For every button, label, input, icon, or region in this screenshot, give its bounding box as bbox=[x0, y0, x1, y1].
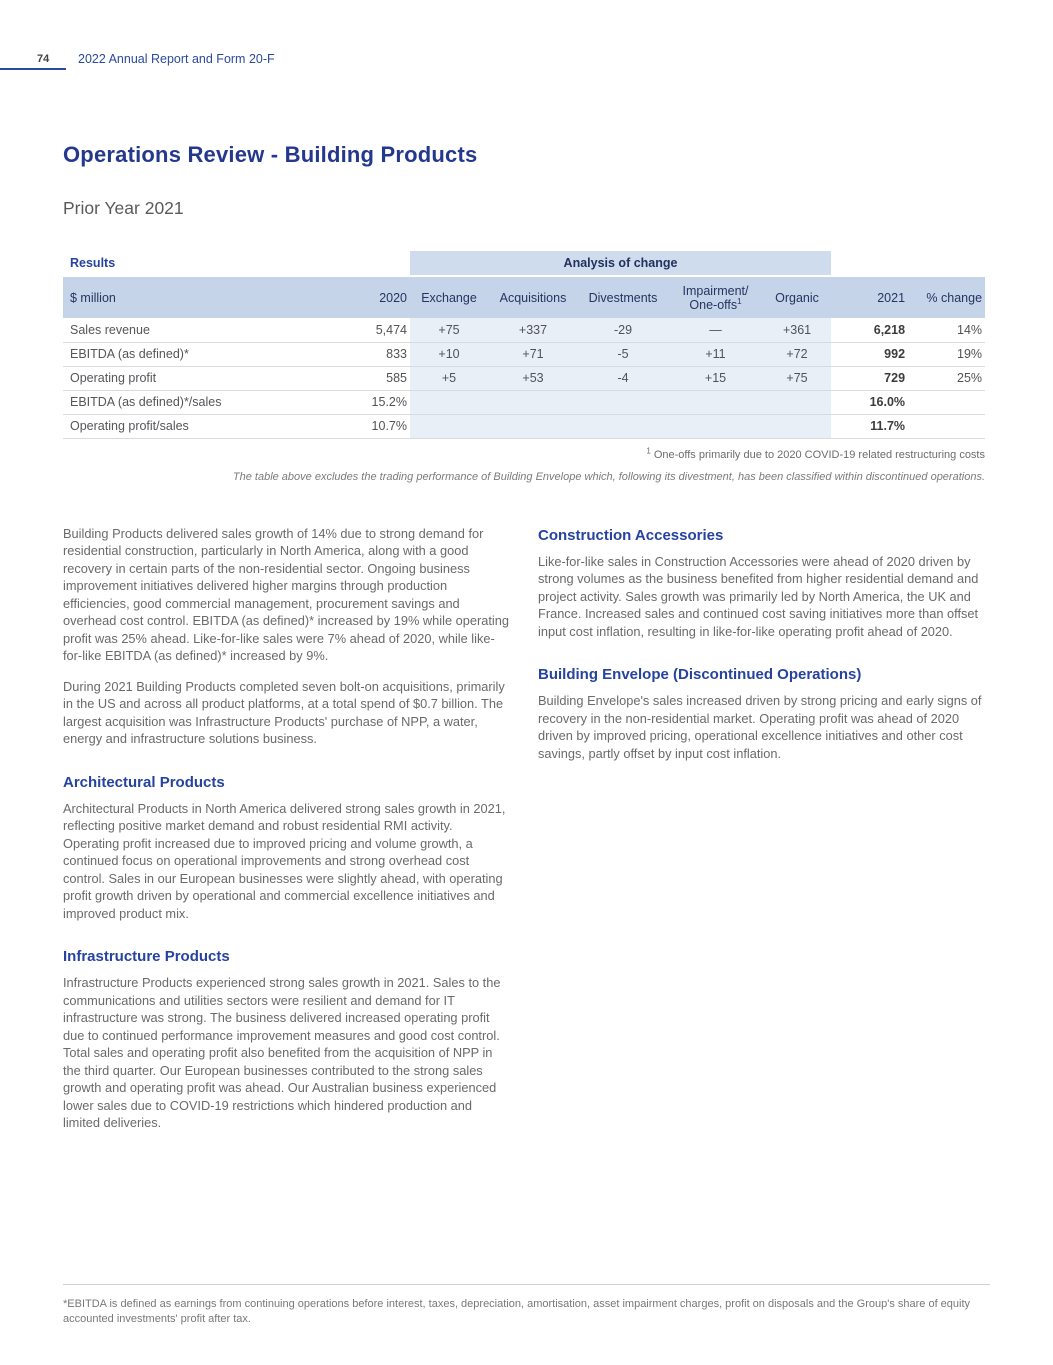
cell-2021: 992 bbox=[831, 342, 908, 366]
cell-pct-change: 14% bbox=[908, 318, 985, 342]
body-left-column bbox=[63, 525, 510, 1145]
cell-pct-change: 19% bbox=[908, 342, 985, 366]
cell-acquisitions: +337 bbox=[488, 318, 578, 342]
section-heading-construction-accessories: Construction Accessories bbox=[538, 526, 724, 544]
footnote-marker: 1 bbox=[646, 445, 651, 455]
cell-2021: 11.7% bbox=[831, 414, 908, 438]
cell-divestments: -29 bbox=[578, 318, 668, 342]
col-header-pct-change: % change bbox=[908, 276, 985, 318]
col-header-2021: 2021 bbox=[831, 276, 908, 318]
cell-impairment bbox=[668, 390, 763, 414]
paragraph: Infrastructure Products experienced strong sales growth in 2021. Sales to the communications and utilities sectors were resilient and demand for IT infrastructure was strong. The business delivered increased operating profit due to continued performance improvement measures and good cost control. Total sales and operating profit also benefited from the acquisition of NPP in the third quarter. Our European businesses contributed to the strong sales growth and operating profit was ahead. Our Australian business experienced lower sales due to COVID-19 restrictions which hindered production and limited deliveries. bbox=[63, 975, 501, 1130]
cell-exchange: +5 bbox=[410, 366, 488, 390]
page-header bbox=[0, 0, 1053, 70]
cell-2021: 729 bbox=[831, 366, 908, 390]
table-row-sales-revenue bbox=[63, 318, 985, 342]
cell-divestments: -5 bbox=[578, 342, 668, 366]
cell-2020: 585 bbox=[303, 366, 410, 390]
paragraph: Like-for-like sales in Construction Accessories were ahead of 2020 driven by strong volumes as the business benefited from higher residential demand and project activity. Sales growth was primarily led by North America, the UK and France. Increased sales and continued cost saving initiatives more than offset input cost inflation, resulting in like-for-like operating profit ahead of 2020. bbox=[538, 553, 979, 639]
row-label: Operating profit/sales bbox=[63, 414, 303, 438]
table-footnote-1 bbox=[63, 445, 985, 461]
cell-impairment: +15 bbox=[668, 366, 763, 390]
main-content bbox=[63, 142, 985, 1145]
cell-organic: +361 bbox=[763, 318, 831, 342]
cell-exchange bbox=[410, 390, 488, 414]
page-number: 74 bbox=[37, 53, 50, 65]
cell-2021: 16.0% bbox=[831, 390, 908, 414]
impairment-line2: One-offs bbox=[689, 297, 738, 312]
cell-organic: +75 bbox=[763, 366, 831, 390]
body-columns bbox=[63, 525, 985, 1145]
row-label: Operating profit bbox=[63, 366, 303, 390]
cell-exchange bbox=[410, 414, 488, 438]
results-table bbox=[63, 251, 985, 439]
cell-impairment bbox=[668, 414, 763, 438]
cell-organic bbox=[763, 414, 831, 438]
analysis-of-change-label: Analysis of change bbox=[410, 251, 831, 276]
section-heading-building-envelope: Building Envelope (Discontinued Operations) bbox=[538, 666, 862, 683]
cell-divestments bbox=[578, 390, 668, 414]
cell-2021: 6,218 bbox=[831, 318, 908, 342]
table-row-ebitda-sales bbox=[63, 390, 985, 414]
report-title: 2022 Annual Report and Form 20-F bbox=[78, 52, 275, 66]
cell-exchange: +10 bbox=[410, 342, 488, 366]
row-label: EBITDA (as defined)*/sales bbox=[63, 390, 303, 414]
page-title: Operations Review - Building Products bbox=[63, 142, 478, 167]
cell-pct-change bbox=[908, 390, 985, 414]
page-footer bbox=[63, 1284, 990, 1327]
cell-divestments bbox=[578, 414, 668, 438]
cell-acquisitions bbox=[488, 390, 578, 414]
cell-pct-change bbox=[908, 414, 985, 438]
row-label: Sales revenue bbox=[63, 318, 303, 342]
impairment-line1: Impairment/ bbox=[682, 283, 749, 298]
cell-pct-change: 25% bbox=[908, 366, 985, 390]
footnote-text: One-offs primarily due to 2020 COVID-19 related restructuring costs bbox=[650, 448, 985, 461]
col-header-acquisitions: Acquisitions bbox=[488, 276, 578, 318]
row-label: EBITDA (as defined)* bbox=[63, 342, 303, 366]
cell-impairment: — bbox=[668, 318, 763, 342]
cell-acquisitions: +71 bbox=[488, 342, 578, 366]
header-rule bbox=[0, 68, 66, 70]
cell-acquisitions bbox=[488, 414, 578, 438]
impairment-footnote-marker: 1 bbox=[737, 296, 742, 306]
band-spacer bbox=[831, 251, 985, 276]
ebitda-definition-note: *EBITDA is defined as earnings from continuing operations before interest, taxes, depreciation, amortisation, asset impairment charges, profit on disposals and the Group's share of equity accounted investments' profit after tax. bbox=[63, 1298, 971, 1325]
table-row-operating-profit bbox=[63, 366, 985, 390]
col-header-exchange: Exchange bbox=[410, 276, 488, 318]
paragraph: Building Envelope's sales increased driven by strong pricing and early signs of recovery in the non-residential market. Operating profit was ahead of 2020 driven by improved pricing, operational excellence initiatives and other cost savings, partly offset by input cost inflation. bbox=[538, 693, 982, 761]
cell-2020: 10.7% bbox=[303, 414, 410, 438]
paragraph: Architectural Products in North America delivered strong sales growth in 2021, reflecting positive market demand and robust residential RMI activity. Operating profit increased due to improved pricing and volume growth, a continued focus on operational improvements and strong overhead cost control. Sales in our European businesses were slightly ahead, with operating profit growth driven by operational and commercial excellence initiatives and improved product mix. bbox=[63, 800, 506, 921]
table-row-operating-profit-sales bbox=[63, 414, 985, 438]
cell-exchange: +75 bbox=[410, 318, 488, 342]
body-right-column bbox=[538, 525, 985, 1145]
col-header-organic: Organic bbox=[763, 276, 831, 318]
section-heading-infrastructure-products: Infrastructure Products bbox=[63, 948, 230, 965]
col-header-divestments: Divestments bbox=[578, 276, 668, 318]
table-header-row bbox=[63, 276, 985, 318]
cell-acquisitions: +53 bbox=[488, 366, 578, 390]
cell-organic: +72 bbox=[763, 342, 831, 366]
section-subtitle: Prior Year 2021 bbox=[63, 198, 184, 218]
paragraph: Building Products delivered sales growth of 14% due to strong demand for residential construction, particularly in North America, along with a good recovery in certain parts of the non-residential sector. Ongoing business improvement initiatives delivered higher margins through production efficiencies, good commercial management, procurement savings and overhead cost control. EBITDA (as defined)* increased by 19% while operating profit was 25% ahead. Like-for-like sales were 7% ahead of 2020, while like-for-like EBITDA (as defined)* increased by 9%. bbox=[63, 525, 510, 663]
results-label: Results bbox=[63, 251, 410, 276]
cell-2020: 15.2% bbox=[303, 390, 410, 414]
cell-organic bbox=[763, 390, 831, 414]
table-band-row bbox=[63, 251, 985, 276]
table-footnote-2: The table above excludes the trading performance of Building Envelope which, following its divestment, has been classified within discontinued operations. bbox=[232, 470, 985, 483]
cell-2020: 833 bbox=[303, 342, 410, 366]
col-header-metric: $ million bbox=[63, 276, 303, 318]
section-heading-architectural-products: Architectural Products bbox=[63, 773, 225, 791]
paragraph: During 2021 Building Products completed seven bolt-on acquisitions, primarily in the US and across all product platforms, at a total spend of $0.7 billion. The largest acquisition was Infrastructure Products' purchase of NPP, a water, energy and infrastructure solutions business. bbox=[63, 678, 505, 746]
cell-divestments: -4 bbox=[578, 366, 668, 390]
cell-2020: 5,474 bbox=[303, 318, 410, 342]
col-header-impairment bbox=[668, 276, 763, 318]
col-header-2020: 2020 bbox=[303, 276, 410, 318]
cell-impairment: +11 bbox=[668, 342, 763, 366]
table-row-ebitda bbox=[63, 342, 985, 366]
